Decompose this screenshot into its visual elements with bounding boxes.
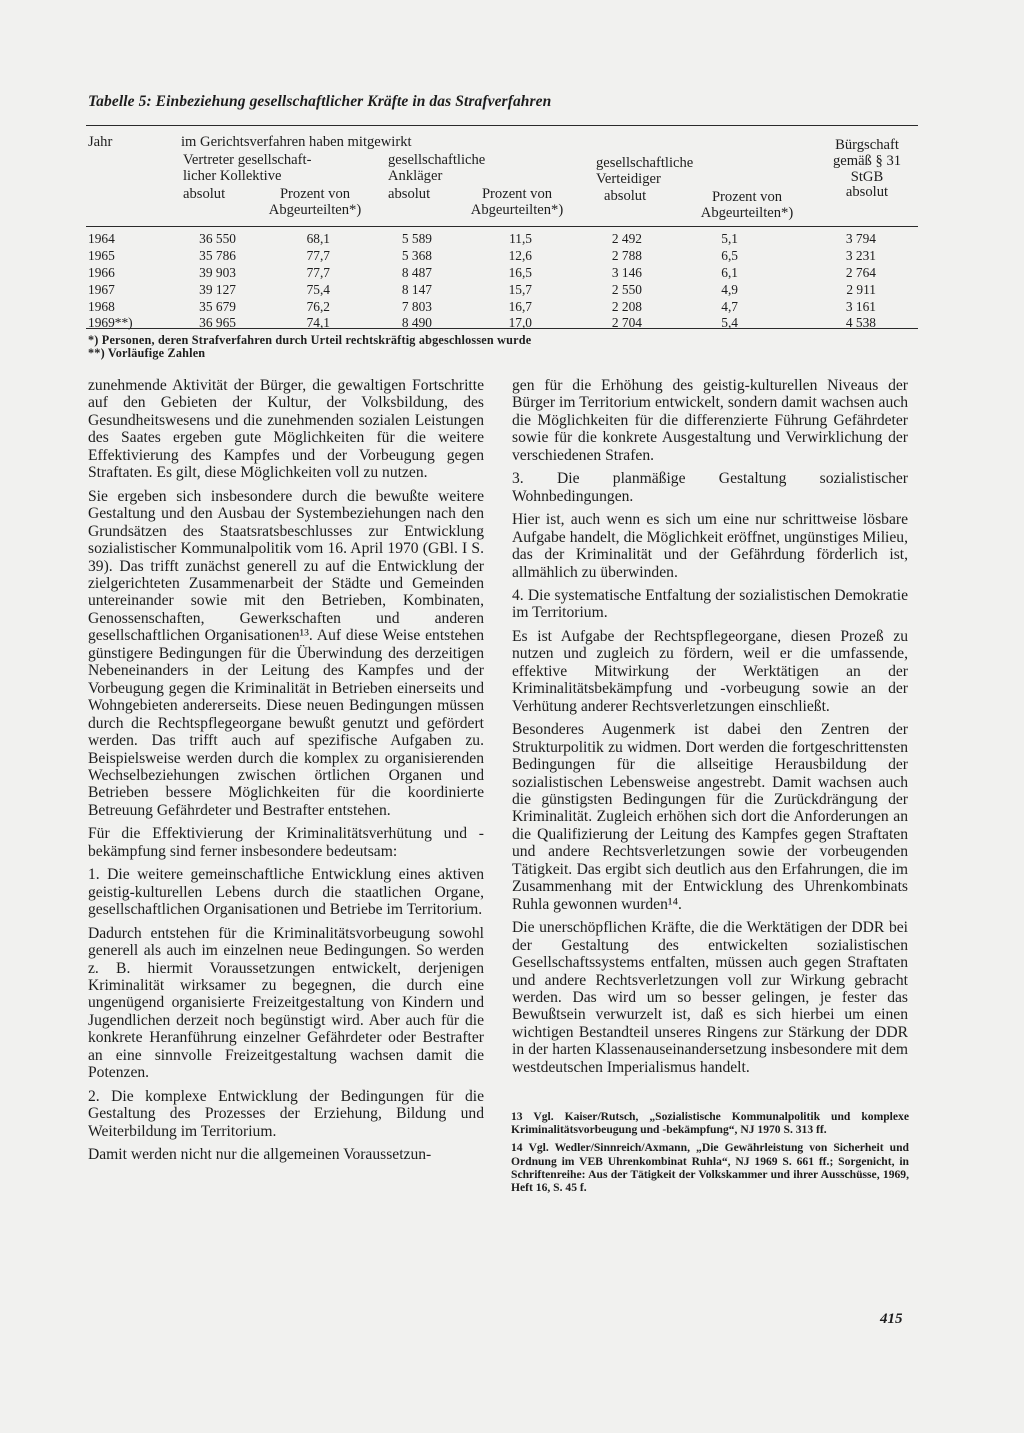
col-anklaeger-absolut (380, 231, 432, 332)
header-buergschaft-line2: gemäß § 31 (832, 153, 902, 169)
header-anklaeger-prozent-1: Prozent von (481, 186, 553, 202)
table-cell: 3 231 (845, 247, 876, 263)
header-vertreter-line1: Vertreter gesellschaft- (183, 152, 312, 168)
header-anklaeger-prozent-2: Abgeurteilten*) (470, 202, 564, 218)
table-cell: 8 147 (401, 281, 432, 297)
header-verteidiger-absolut: absolut (604, 188, 647, 204)
table-cell: 6,1 (721, 264, 738, 280)
table-cell: 6,5 (721, 247, 738, 263)
paragraph: 4. Die systematische Entfaltung der sozialistischen Demokratie im Territorium. (512, 586, 908, 622)
table-cell: 5 368 (401, 247, 432, 263)
table-top-rule (86, 125, 918, 126)
header-buergschaft-line3: StGB (850, 169, 884, 185)
table-cell: 3 146 (611, 264, 642, 280)
table-cell: 12,6 (508, 247, 532, 263)
col-vertreter-absolut (176, 231, 236, 332)
header-buergschaft-line4: absolut (845, 184, 889, 200)
table-cell: 8 487 (401, 264, 432, 280)
table-cell: 8 490 (401, 315, 432, 331)
table-cell: 5,4 (721, 315, 738, 331)
table-cell: 68,1 (306, 231, 330, 246)
table-cell: 11,5 (509, 231, 532, 246)
col-verteidiger-prozent (700, 231, 738, 332)
table-cell: 2 911 (846, 281, 876, 297)
left-text-column (88, 377, 484, 1169)
right-text-column (512, 377, 908, 1082)
header-verteidiger-line2: Verteidiger (596, 171, 661, 187)
header-anklaeger-absolut: absolut (388, 186, 431, 202)
table-footnote-1: *) Personen, deren Strafverfahren durch Urteil rechtskräftig abgeschlossen wurde (88, 333, 532, 347)
table-footnote-2: **) Vorläufige Zahlen (88, 346, 206, 360)
table-cell: 17,0 (508, 315, 532, 331)
table-cell: 77,7 (306, 264, 330, 280)
paragraph: Es ist Aufgabe der Rechtspflegeorgane, diesen Prozeß zu nutzen und zugleich zu fördern, weil er die umfassende, effektive Mitwirkung der Werktätigen an der Kriminalitätsbekämpfung und -vorbeugung sowie an der Verhütung anderer Rechtsverletzungen einschließt. (512, 627, 908, 715)
header-verteidiger-prozent-2: Abgeurteilten*) (700, 205, 794, 221)
paragraph: Sie ergeben sich insbesondere durch die bewußte weitere Gestaltung und den Ausbau der Systembeziehungen nach den Grundsätzen des Staatsratsbeschlusses zur Entwicklung sozialistischer Kommunalpolitik vom 16. April 1970 (GBl. I S. 39). Das trifft zunächst generell zu auf die Entwicklung der zielgerichteten Zusammenarbeit der Städte und Gemeinden untereinander sowie mit den Betrieben, Kombinaten, Genossenschaften, Gewerkschaften und anderen gesellschaftlichen Organisationen¹³. Auf diese Weise entstehen günstigere Bedingungen für die Überwindung des derzeitigen Nebeneinanders in der Leitung des Kampfes und der Vorbeugung gegen die Kriminalität in Betrieben einerseits und Wohngebieten andererseits. Diese neuen Bedingungen müssen durch die Rechtspflegeorgane bewußt genutzt und gefördert werden. Das trifft auch auf spezifische Aufgaben zu. Beispielsweise werden durch die komplex zu organisierenden Wechselbeziehungen zwischen örtlichen Organen und Betrieben bessere Möglichkeiten für die koordinierte Betreuung Gefährdeter und Bestrafter entstehen. (88, 487, 484, 819)
table-cell: 5,1 (721, 231, 738, 246)
table-cell: 39 127 (199, 281, 236, 297)
table-cell: 3 794 (845, 231, 876, 246)
footnotes (511, 1110, 909, 1199)
table-cell: 76,2 (306, 298, 330, 314)
table-bottom-rule (86, 328, 918, 329)
table-cell: 36 550 (199, 231, 236, 246)
paragraph: 1. Die weitere gemeinschaftliche Entwicklung eines aktiven geistig-kulturellen Lebens durch die staatlichen Organe, gesellschaftlichen Organisationen und Betriebe im Territorium. (88, 866, 484, 919)
table-header-rule (86, 226, 918, 227)
table-cell: 3 161 (845, 298, 876, 314)
paragraph: 2. Die komplexe Entwicklung der Bedingungen für die Gestaltung des Prozesses der Erziehung, Bildung und Weiterbildung im Territorium. (88, 1087, 484, 1140)
table-cell: 2 550 (611, 281, 642, 297)
header-year: Jahr (88, 134, 113, 150)
header-verteidiger-line1: gesellschaftliche (596, 155, 694, 171)
paragraph: Für die Effektivierung der Kriminalitätsverhütung und -bekämpfung sind ferner insbesondere bedeutsam: (88, 825, 484, 860)
table-cell: 1967 (88, 281, 115, 297)
table-cell: 2 208 (611, 298, 642, 314)
table-cell: 1964 (88, 231, 115, 246)
table-cell: 4,7 (721, 298, 738, 314)
paragraph: Hier ist, auch wenn es sich um eine nur schrittweise lösbare Aufgabe handelt, die Möglichkeit eröffnet, ungünstiges Milieu, das der Kriminalität und der Gefährdung förderlich ist, allmählich zu überwinden. (512, 511, 908, 581)
paragraph: 13 Vgl. Kaiser/Rutsch, „Sozialistische Kommunalpolitik und komplexe Kriminalitätsvorbeugung und -bekämpfung“, NJ 1970 S. 313 ff. (511, 1110, 909, 1137)
paragraph: Die unerschöpflichen Kräfte, die die Werktätigen der DDR bei der Gestaltung des entwickelten sozialistischen Gesellschaftssystems entfalten, müssen auch gegen Straftaten und andere Rechtsverletzungen voll zur Wirkung gebracht werden. Das wird um so besser gelingen, je fester das Bewußtsein verwurzelt ist, daß es sich hierbei um einen wichtigen Bestandteil unseres Ringens zur Stärkung der DDR in der harten Klassenauseinandersetzung insbesondere mit dem westdeutschen Imperialismus handelt. (512, 919, 908, 1076)
table-cell: 1968 (88, 298, 115, 314)
paragraph: 3. Die planmäßige Gestaltung sozialistischer Wohnbedingungen. (512, 470, 908, 505)
table-cell: 16,5 (508, 264, 532, 280)
table-cell: 74,1 (306, 315, 330, 331)
table-cell: 1966 (88, 264, 115, 280)
table-cell: 35 679 (199, 298, 236, 314)
paragraph: zunehmende Aktivität der Bürger, die gewaltigen Fortschritte auf den Gebieten der Kultur, der Volksbildung, des Gesundheitswesens und die zunehmenden sozialen Leistungen des Saates ergeben gute Möglichkeiten für die weitere Effektivierung des Kampfes und der Vorbeugung gegen Straftaten. Es gilt, diese Möglichkeiten voll zu nutzen. (88, 377, 484, 482)
table-caption: Tabelle 5: Einbeziehung gesellschaftlicher Kräfte in das Strafverfahren (88, 93, 552, 110)
table-cell: 2 764 (845, 264, 876, 280)
table-cell: 15,7 (508, 281, 532, 297)
col-verteidiger-absolut (590, 231, 642, 332)
header-vertreter-absolut: absolut (183, 186, 226, 202)
header-vertreter-line2: licher Kollektive (183, 168, 282, 184)
paragraph: 14 Vgl. Wedler/Sinnreich/Axmann, „Die Gewährleistung von Sicherheit und Ordnung im VEB Uhrenkombinat Ruhla“, NJ 1969 S. 661 ff.; Sorgenicht, in Schriftenreihe: Aus der Tätigkeit der Volkskammer und ihrer Ausschüsse, 1969, Heft 16, S. 45 f. (511, 1141, 909, 1195)
table-cell: 16,7 (508, 298, 532, 314)
header-anklaeger-line1: gesellschaftliche (388, 152, 486, 168)
table-cell: 1969**) (88, 315, 133, 331)
table-cell: 4,9 (721, 281, 738, 297)
col-vertreter-prozent (280, 231, 330, 332)
table-cell: 2 492 (611, 231, 642, 246)
table-cell: 4 538 (845, 315, 876, 331)
header-verteidiger-prozent-1: Prozent von (711, 189, 783, 205)
header-anklaeger-line2: Ankläger (388, 168, 443, 184)
header-buergschaft-line1: Bürgschaft (835, 137, 899, 153)
table-cell: 1965 (88, 247, 115, 263)
header-vertreter-prozent-1: Prozent von (279, 186, 351, 202)
table-cell: 35 786 (199, 247, 236, 263)
col-buergschaft-absolut (820, 231, 876, 332)
paragraph: gen für die Erhöhung des geistig-kulturellen Niveaus der Bürger im Territorium entwickelt, sondern damit wachsen auch die Möglichkeiten für die differenzierte Führung Gefährdeter sowie für die konkrete Ausgestaltung und Verwirklichung der verschiedenen Strafen. (512, 377, 908, 464)
header-vertreter-prozent-2: Abgeurteilten*) (268, 202, 362, 218)
table-cell: 2 788 (611, 247, 642, 263)
page-number: 415 (880, 1311, 903, 1327)
col-years (88, 231, 158, 332)
table-cell: 2 704 (611, 315, 642, 331)
table-cell: 75,4 (306, 281, 330, 297)
col-anklaeger-prozent (484, 231, 532, 332)
table-cell: 36 965 (199, 315, 236, 331)
table-cell: 7 803 (401, 298, 432, 314)
table-cell: 5 589 (401, 231, 432, 246)
header-group: im Gerichtsverfahren haben mitgewirkt (181, 134, 412, 150)
paragraph: Dadurch entstehen für die Kriminalitätsvorbeugung sowohl generell als auch im einzelnen neue Bedingungen. So werden z. B. hiermit Voraussetzungen entwickelt, derjenigen Kriminalität wirksamer zu begegnen, die durch eine ungenügend organisierte Freizeitgestaltung von Kindern und Jugendlichen derzeit noch begünstigt wird. Aber auch für die konkrete Heranführung einzelner Gefährdeter oder Bestrafter an eine sinnvolle Freizeitgestaltung wachsen damit die Potenzen. (88, 924, 484, 1082)
paragraph: Damit werden nicht nur die allgemeinen Voraussetzun- (88, 1146, 432, 1164)
table-cell: 39 903 (199, 264, 236, 280)
table-cell: 77,7 (306, 247, 330, 263)
paragraph: Besonderes Augenmerk ist dabei den Zentren der Strukturpolitik zu widmen. Dort werden die fortgeschrittensten Bedingungen für die allseitige Herausbildung der sozialistischen Lebensweise angestrebt. Damit wachsen auch die günstigsten Bedingungen für die Zurückdrängung der Kriminalität. Zugleich erhöhen sich dort die Anforderungen an die Qualifizierung der Leitung des Kampfes gegen Straftaten und andere Rechtsverletzungen sowie der vorbeugenden Tätigkeit. Das ergibt sich deutlich aus den Erfahrungen, die im Zusammenhang mit der Entwicklung des Uhrenkombinats Ruhla gewonnen wurden¹⁴. (512, 721, 908, 913)
